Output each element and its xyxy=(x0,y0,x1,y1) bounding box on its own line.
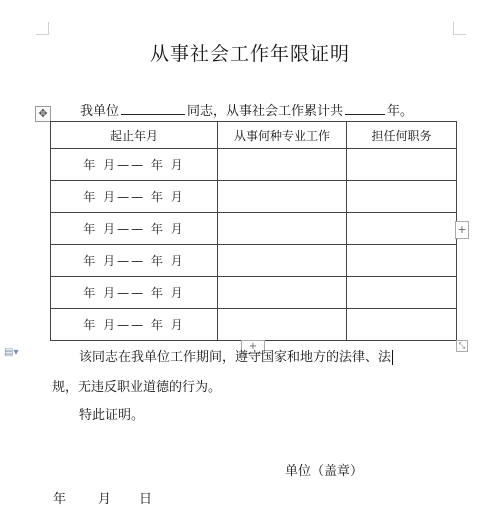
position-cell[interactable] xyxy=(347,149,457,181)
period-cell[interactable]: 年 月—— 年 月 xyxy=(51,213,218,245)
work-cell[interactable] xyxy=(218,277,347,309)
intro-line xyxy=(80,100,413,119)
period-cell[interactable]: 年 月—— 年 月 xyxy=(51,309,218,341)
document-title: 从事社会工作年限证明 xyxy=(149,43,350,65)
table-move-handle-icon[interactable]: ✥ xyxy=(35,106,51,122)
header-work[interactable]: 从事何种专业工作 xyxy=(218,122,347,149)
position-cell[interactable] xyxy=(347,309,457,341)
years-blank[interactable] xyxy=(345,101,385,115)
sign-year: 年 xyxy=(53,492,67,507)
text-cursor xyxy=(392,350,393,365)
period-cell[interactable]: 年 月—— 年 月 xyxy=(51,245,218,277)
period-cell[interactable]: 年 月—— 年 月 xyxy=(51,277,218,309)
position-cell[interactable] xyxy=(347,277,457,309)
intro-text-1: 我单位 xyxy=(80,104,120,119)
work-cell[interactable] xyxy=(218,245,347,277)
table-row xyxy=(51,213,457,245)
body-paragraph-line-2[interactable]: 规，无违反职业道德的行为。 xyxy=(52,380,222,395)
work-cell[interactable] xyxy=(218,181,347,213)
position-cell[interactable] xyxy=(347,213,457,245)
position-cell[interactable] xyxy=(347,181,457,213)
intro-text-2: 同志，从事社会工作累计共 xyxy=(187,104,344,119)
paragraph-icon[interactable]: ▤▾ xyxy=(4,347,19,358)
table-resize-icon[interactable]: ⤡ xyxy=(456,340,468,352)
period-cell[interactable]: 年 月—— 年 月 xyxy=(51,149,218,181)
work-cell[interactable] xyxy=(218,213,347,245)
name-blank[interactable] xyxy=(121,101,185,115)
table-row xyxy=(51,309,457,341)
body-text-1: 该同志在我单位工作期间，遵守国家和地方的法律、法 xyxy=(79,350,392,365)
page-corner-mark xyxy=(453,22,466,35)
add-column-icon[interactable]: + xyxy=(241,340,265,354)
page-corner-mark xyxy=(36,22,49,35)
intro-text-3: 年。 xyxy=(387,104,414,119)
period-cell[interactable]: 年 月—— 年 月 xyxy=(51,181,218,213)
table-header-row xyxy=(51,122,457,149)
work-history-table xyxy=(50,121,457,341)
header-position[interactable]: 担任何职务 xyxy=(347,122,457,149)
signature-date[interactable] xyxy=(53,488,152,507)
closing-line[interactable]: 特此证明。 xyxy=(79,408,145,423)
header-period[interactable]: 起止年月 xyxy=(51,122,218,149)
position-cell[interactable] xyxy=(347,245,457,277)
table-row xyxy=(51,181,457,213)
sign-day: 日 xyxy=(139,492,153,507)
work-cell[interactable] xyxy=(218,149,347,181)
add-row-icon[interactable]: + xyxy=(455,221,469,239)
signature-unit[interactable]: 单位（盖章） xyxy=(285,464,364,479)
work-cell[interactable] xyxy=(218,309,347,341)
table-row xyxy=(51,245,457,277)
table-row xyxy=(51,277,457,309)
sign-month: 月 xyxy=(98,492,112,507)
body-paragraph-line-1[interactable] xyxy=(79,346,393,365)
table-row xyxy=(51,149,457,181)
